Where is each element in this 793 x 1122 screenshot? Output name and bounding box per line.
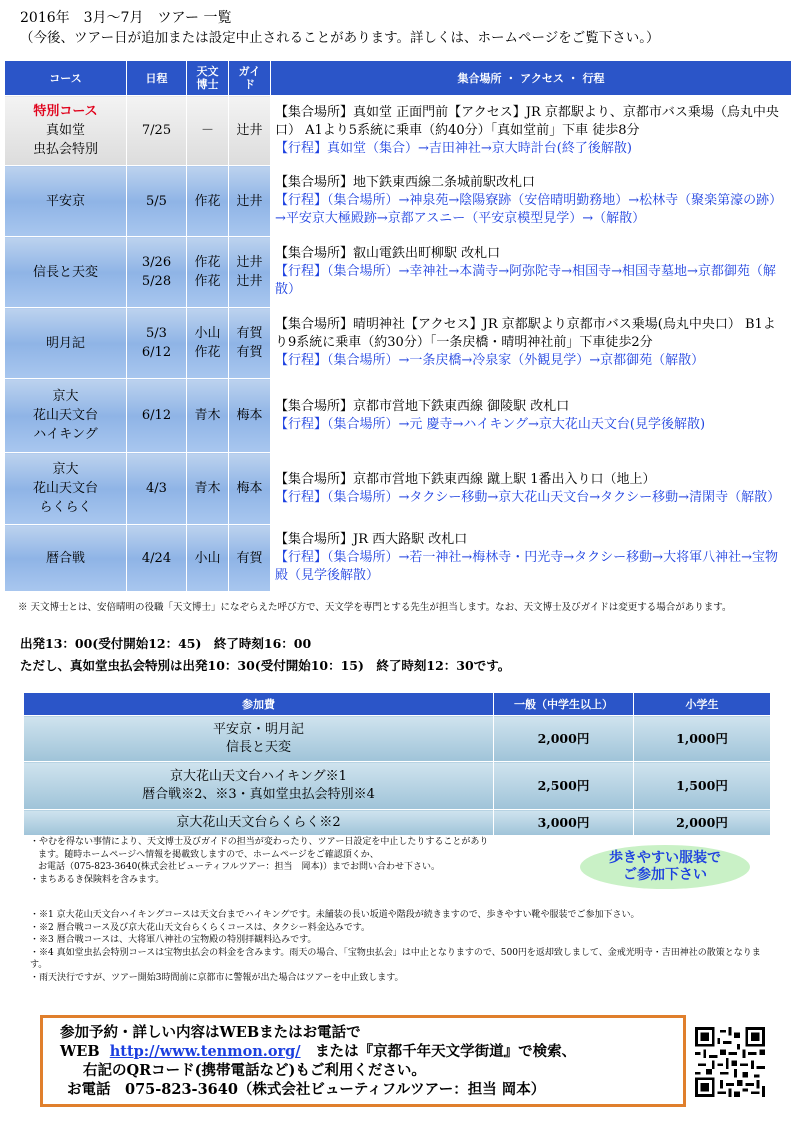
tour-astro: 小山 作花: [187, 308, 229, 379]
astro-footnote: ※ 天文博士とは、安倍晴明の役職「天文博士」になぞらえた呼び方で、天文学を専門とする先生が担当します。なお、天文博士及びガイドは変更する場合があります。: [18, 602, 732, 613]
fee-table-header: [24, 693, 771, 716]
header-course: コース: [5, 61, 127, 96]
contact-box: [40, 1015, 686, 1107]
fee-row: [24, 810, 771, 836]
meeting-info: 【集合場所】京都市営地下鉄東西線 御陵駅 改札口: [275, 398, 570, 414]
tour-details: [271, 237, 792, 308]
note-item: ・※4 真如堂虫払会特別コースは宝物虫払会の料金を含みます。雨天の場合、「宝物虫払会」は中止となりますので、500円を返却致しまして、金戒光明寺・吉田神社の散策となります。: [30, 947, 761, 970]
fee-header-adult: 一般（中学生以上）: [494, 693, 634, 716]
note-item: ます。随時ホームページへ情報を掲載致しますので、ホームページをご確認頂くか、: [38, 849, 379, 860]
contact-phone: お電話 075-823-3640（株式会社ビューティフルツアー：担当 岡本）: [67, 1081, 546, 1098]
departure-exception: ただし、真如堂虫払会特別は出発10：30(受付開始10：15) 終了時刻12：30です。: [20, 658, 511, 673]
tour-details: [271, 379, 792, 453]
fee-adult: 2,000円: [494, 716, 634, 762]
tour-date: 4/3: [127, 453, 187, 525]
tour-date: 6/12: [127, 379, 187, 453]
header-guide: ガイ ド: [229, 61, 271, 96]
itinerary: 【行程】（集合場所）→元 慶寺→ハイキング→京大花山天文台(見学後解散): [275, 416, 706, 432]
itinerary: 【行程】（集合場所）→若一神社→梅林寺・円光寺→タクシー移動→大将軍八神社→宝物殿（見学後解散）: [275, 550, 778, 583]
meeting-info: 【集合場所】真如堂 正面門前【アクセス】JR 京都駅より、京都市バス乗場（烏丸中央口） A1より5系統に乗車（約40分）「真如堂前」下車 徒歩8分: [275, 104, 779, 138]
tour-guide: 有賀: [229, 525, 271, 592]
fee-child: 1,000円: [634, 716, 771, 762]
itinerary: 【行程】（集合場所）→一条戻橋→冷泉家（外観見学）→京都御苑（解散）: [275, 353, 705, 368]
meeting-info: 【集合場所】晴明神社【アクセス】JR 京都駅より京都市バス乗場(烏丸中央口） B1より9系統に乗車（約30分）「一条戻橋・晴明神社前」下車徒歩2分: [275, 317, 776, 350]
meeting-info: 【集合場所】JR 西大路駅 改札口: [275, 532, 468, 547]
course-name: 暦合戦: [5, 525, 127, 592]
fee-header-course: 参加費: [24, 693, 494, 716]
course-name: 信長と天変: [5, 237, 127, 308]
tour-row: [5, 453, 792, 525]
itinerary: 【行程】真如堂（集合）→吉田神社→京大時計台(終了後解散): [275, 140, 632, 156]
tour-row: [5, 166, 792, 237]
fee-courses: 平安京・明月記 信長と天変: [24, 716, 494, 762]
tour-guide: 梅本: [229, 453, 271, 525]
page-title: 2016年 3月～7月 ツアー 一覧: [20, 10, 232, 26]
tour-details: [271, 308, 792, 379]
tour-astro: －: [187, 96, 229, 166]
tour-guide: 辻井: [229, 166, 271, 237]
tour-details: [271, 525, 792, 592]
contact-heading: 参加予約・詳しい内容はWEBまたはお電話で: [60, 1024, 361, 1041]
tour-astro: 青木: [187, 453, 229, 525]
fee-table: [23, 692, 771, 836]
itinerary: 【行程】（集合場所）→タクシー移動→京大花山天文台→タクシー移動→清閑寺（解散）: [275, 489, 781, 505]
contact-web: WEB http://www.tenmon.org/ または『京都千年天文学街道』で検索、: [60, 1043, 577, 1060]
note-item: ・やむを得ない事情により、天文博士及びガイドの担当が変わったり、ツアー日設定を中止したりすることがあり: [30, 837, 489, 847]
itinerary: 【行程】（集合場所）→幸神社→本満寺→阿弥陀寺→相国寺→相国寺墓地→京都御苑（解散）: [275, 264, 776, 297]
course-name: 京大 花山天文台 ハイキング: [5, 379, 127, 453]
tour-date: 7/25: [127, 96, 187, 166]
fee-row: [24, 762, 771, 810]
page-subtitle: （今後、ツアー日が追加または設定中止されることがあります。詳しくは、ホームページをご覧下さい。）: [20, 30, 660, 46]
course-name: 明月記: [5, 308, 127, 379]
course-name: 特別コース 真如堂 虫払会特別: [5, 96, 127, 166]
tour-astro: 青木: [187, 379, 229, 453]
tour-astro: 作花: [187, 166, 229, 237]
meeting-info: 【集合場所】京都市営地下鉄東西線 蹴上駅 1番出入り口（地上）: [275, 471, 656, 487]
tour-row: [5, 308, 792, 379]
tour-date: 4/24: [127, 525, 187, 592]
itinerary: 【行程】（集合場所）→神泉苑→陰陽寮跡（安倍晴明勤務地）→松林寺（聚楽第濠の跡）→平安京大極殿跡→京都アスニー（平安京模型見学）→（解散）: [275, 193, 783, 226]
note-item: ・※3 暦合戦コースは、大将軍八神社の宝物殿の特別拝観料込みです。: [30, 935, 317, 945]
tour-date: 5/3 6/12: [127, 308, 187, 379]
meeting-info: 【集合場所】叡山電鉄出町柳駅 改札口: [275, 246, 501, 261]
tour-table-header: [5, 61, 792, 96]
tour-row: [5, 379, 792, 453]
tour-guide: 梅本: [229, 379, 271, 453]
fee-header-child: 小学生: [634, 693, 771, 716]
fee-courses: 京大花山天文台らくらく※2: [24, 810, 494, 836]
notes-bottom: [30, 909, 770, 984]
qr-code-icon[interactable]: [695, 1027, 765, 1097]
meeting-info: 【集合場所】地下鉄東西線二条城前駅改札口: [275, 175, 536, 190]
tour-row: [5, 96, 792, 166]
note-item: ・まちあるき保険料を含みます。: [30, 874, 165, 885]
tour-date: 3/26 5/28: [127, 237, 187, 308]
fee-row: [24, 716, 771, 762]
tour-details: [271, 166, 792, 237]
note-item: ・※2 暦合戦コース及び京大花山天文台らくらくコースは、タクシー料金込みです。: [30, 922, 370, 933]
fee-child: 1,500円: [634, 762, 771, 810]
tour-astro: 作花 作花: [187, 237, 229, 308]
tour-row: [5, 237, 792, 308]
note-item: お電話（075-823-3640(株式会社ビューティフルツアー：担当 岡本)）までお問い合わせ下さい。: [38, 862, 441, 872]
clothing-advice-badge: 歩きやすい服装で ご参加下さい: [580, 845, 750, 889]
header-details: 集合場所 ・ アクセス ・ 行程: [271, 61, 792, 96]
tour-astro: 小山: [187, 525, 229, 592]
course-name: 京大 花山天文台 らくらく: [5, 453, 127, 525]
header-astro: 天文 博士: [187, 61, 229, 96]
notes-top: [30, 836, 595, 886]
tour-details: [271, 453, 792, 525]
course-name: 平安京: [5, 166, 127, 237]
fee-courses: 京大花山天文台ハイキング※1 暦合戦※2、※3・真如堂虫払会特別※4: [24, 762, 494, 810]
tour-guide: 辻井 辻井: [229, 237, 271, 308]
tour-details: [271, 96, 792, 166]
fee-adult: 2,500円: [494, 762, 634, 810]
tour-row: [5, 525, 792, 592]
tour-guide: 辻井: [229, 96, 271, 166]
tour-table: [4, 60, 792, 592]
fee-adult: 3,000円: [494, 810, 634, 836]
header-date: 日程: [127, 61, 187, 96]
note-item: ・雨天決行ですが、ツアー開始3時間前に京都市に警報が出た場合はツアーを中止致します。: [30, 972, 404, 983]
tour-date: 5/5: [127, 166, 187, 237]
departure-time: 出発13：00(受付開始12：45) 終了時刻16：00: [20, 636, 312, 651]
note-item: ・※1 京大花山天文台ハイキングコースは天文台までハイキングです。未舗装の長い坂道や階段が続きますので、歩きやすい靴や服装でご参加下さい。: [30, 910, 640, 920]
tour-guide: 有賀 有賀: [229, 308, 271, 379]
contact-qr-text: 右記のQRコード(携帯電話など)もご利用ください。: [83, 1062, 426, 1079]
fee-child: 2,000円: [634, 810, 771, 836]
website-link[interactable]: http://www.tenmon.org/: [109, 1043, 301, 1060]
